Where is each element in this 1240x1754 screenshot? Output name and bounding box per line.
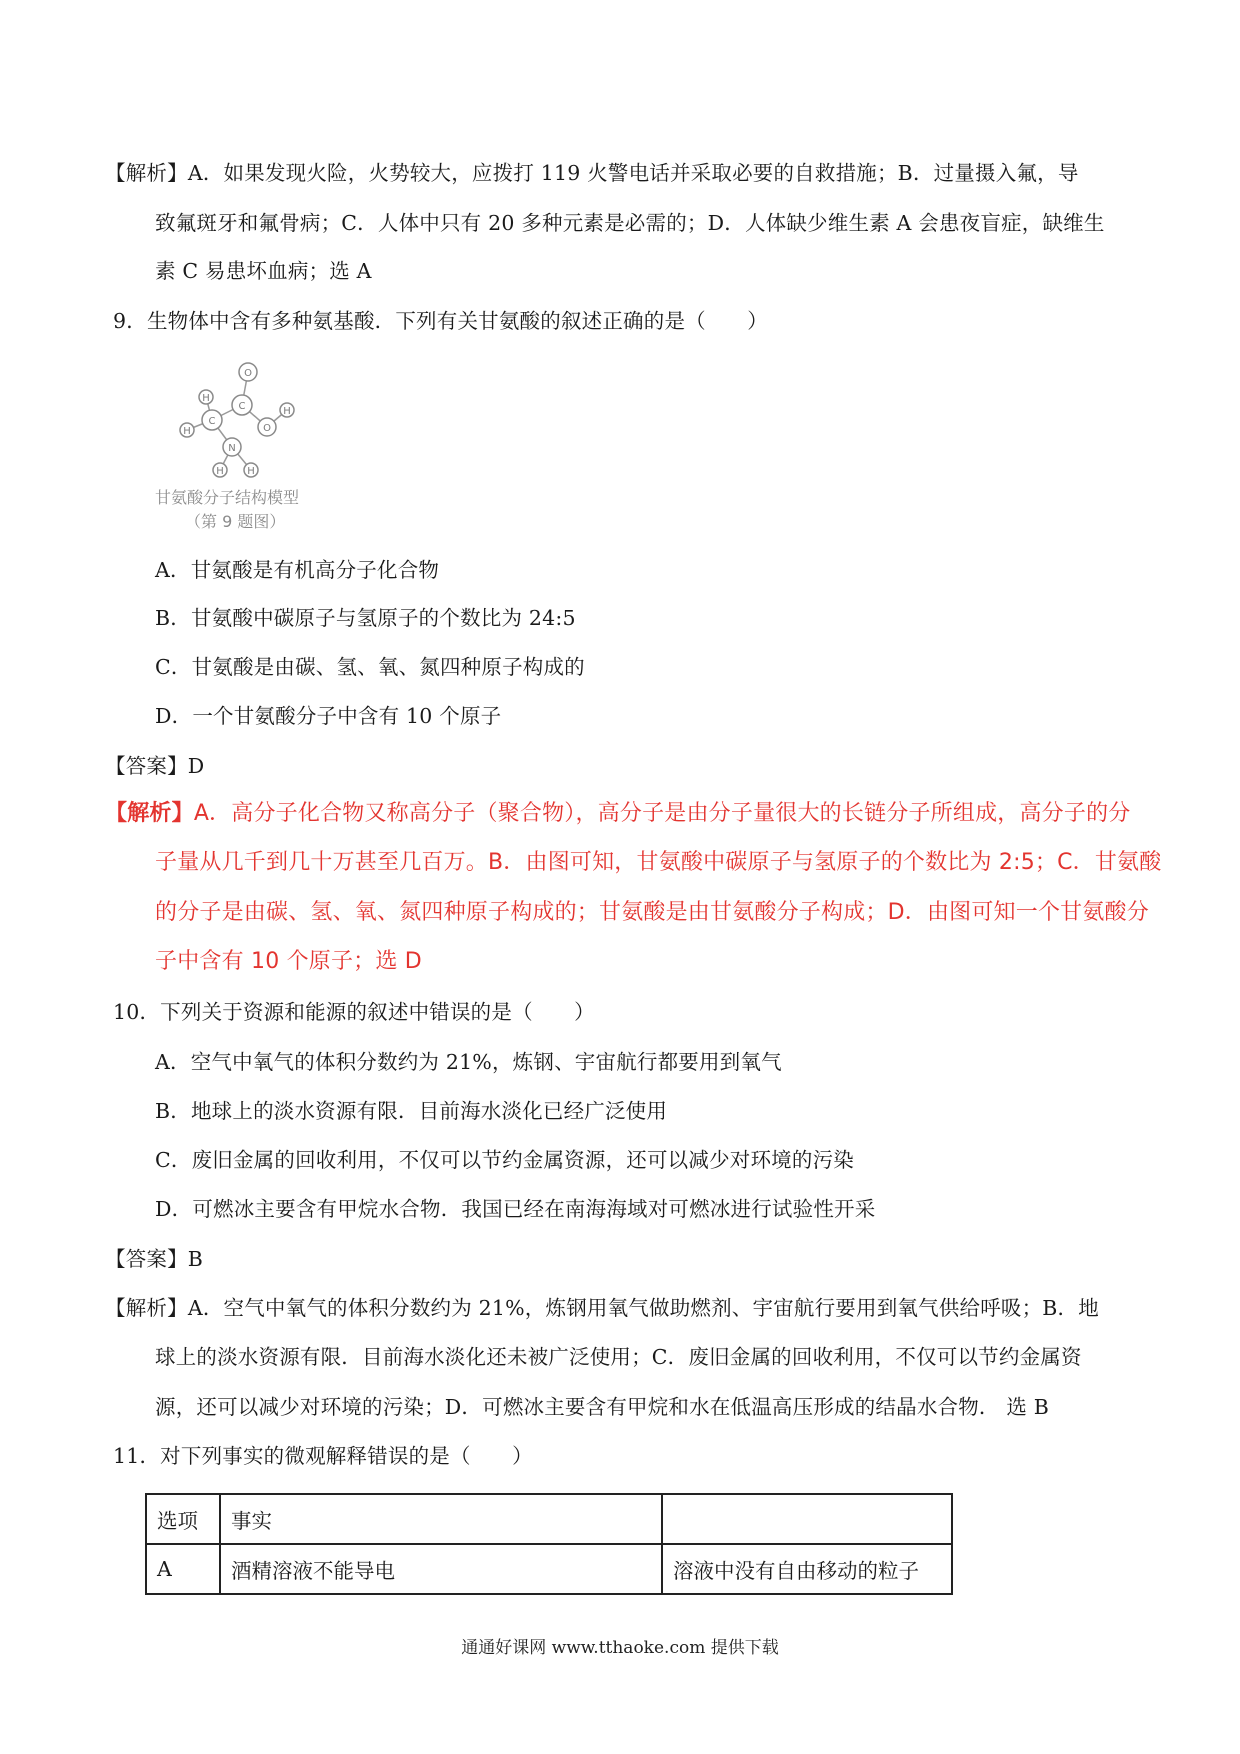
svg-text:O: O [244, 368, 252, 379]
q10-answer: 【答案】B [105, 1247, 204, 1271]
q9-answer: 【答案】D [105, 754, 205, 778]
glycine-model-diagram [150, 355, 350, 485]
question-10-stem: 10．下列关于资源和能源的叙述中错误的是（ ） [113, 1000, 595, 1024]
q10-analysis-line3: 源，还可以减少对环境的污染；D．可燃冰主要含有甲烷和水在低温高压形成的结晶水合物． 选 B [155, 1395, 1050, 1419]
analysis-text: A．如果发现火险，火势较大，应拨打 119 火警电话并采取必要的自救措施；B．过量摄入氟，导 [187, 161, 1079, 185]
q9-analysis-line3: 的分子是由碳、氢、氧、氮四种原子构成的；甘氨酸是由甘氨酸分子构成；D．由图可知一个甘氨酸分 [155, 900, 1149, 925]
table-header-cell: 选项 [146, 1494, 220, 1544]
svg-text:N: N [228, 443, 236, 454]
table-cell: 酒精溶液不能导电 [220, 1544, 662, 1594]
svg-text:H: H [216, 466, 224, 477]
analysis-text: A．空气中氧气的体积分数约为 21%，炼钢用氧气做助燃剂、宇宙航行要用到氧气供给呼吸；B．地 [187, 1296, 1099, 1320]
svg-text:H: H [202, 393, 210, 404]
table-header-cell [662, 1494, 952, 1544]
q10-option-c: C．废旧金属的回收利用，不仅可以节约金属资源，还可以减少对环境的污染 [155, 1148, 854, 1172]
svg-text:C: C [208, 416, 216, 427]
q9-option-b: B．甘氨酸中碳原子与氢原子的个数比为 24:5 [155, 606, 576, 630]
analysis-tag: 【解析】 [105, 1296, 188, 1320]
q10-option-b: B．地球上的淡水资源有限．目前海水淡化已经广泛使用 [155, 1099, 668, 1123]
svg-text:H: H [247, 466, 255, 477]
analysis8-line1 [105, 158, 1079, 188]
q9-option-a: A．甘氨酸是有机高分子化合物 [155, 558, 440, 582]
analysis8-line3: 素 C 易患坏血病；选 A [155, 259, 372, 283]
svg-text:H: H [183, 426, 191, 437]
analysis-tag: 【解析】 [105, 801, 194, 826]
analysis-tag: 【解析】 [105, 161, 188, 185]
page-footer: 通通好课网 www.tthaoke.com 提供下载 [461, 1638, 779, 1658]
q10-option-a: A．空气中氧气的体积分数约为 21%，炼钢、宇宙航行都要用到氧气 [155, 1050, 782, 1074]
svg-text:O: O [263, 423, 271, 434]
q9-option-c: C．甘氨酸是由碳、氢、氧、氮四种原子构成的 [155, 655, 585, 679]
q9-analysis-line4: 子中含有 10 个原子；选 D [155, 949, 422, 974]
table-header-row [146, 1494, 952, 1544]
analysis-text: A．高分子化合物又称高分子（聚合物），高分子是由分子量很大的长链分子所组成，高分子的分 [193, 801, 1131, 826]
q9-option-d: D．一个甘氨酸分子中含有 10 个原子 [155, 704, 502, 728]
question-9-stem: 9．生物体中含有多种氨基酸．下列有关甘氨酸的叙述正确的是（ ） [113, 309, 768, 333]
question-11-stem: 11．对下列事实的微观解释错误的是（ ） [113, 1444, 533, 1468]
table-header-cell: 事实 [220, 1494, 662, 1544]
q9-analysis-line2: 子量从几千到几十万甚至几百万。B．由图可知，甘氨酸中碳原子与氢原子的个数比为 2:5；C．甘氨酸 [155, 850, 1162, 875]
q11-table [145, 1493, 953, 1595]
svg-text:C: C [238, 401, 246, 412]
table-cell: 溶液中没有自由移动的粒子 [662, 1544, 952, 1594]
figure-subcaption: （第 9 题图） [185, 512, 286, 531]
table-row [146, 1544, 952, 1594]
q10-analysis-line1 [105, 1293, 1099, 1323]
q9-analysis-line1 [105, 799, 1130, 829]
q10-analysis-line2: 球上的淡水资源有限．目前海水淡化还未被广泛使用；C．废旧金属的回收利用，不仅可以节约金属资 [155, 1345, 1082, 1369]
analysis8-line2: 致氟斑牙和氟骨病；C．人体中只有 20 多种元素是必需的；D．人体缺少维生素 A 会患夜盲症，缺维生 [155, 211, 1105, 235]
svg-text:H: H [283, 406, 291, 417]
glycine-molecule-figure [150, 355, 350, 540]
q10-option-d: D．可燃冰主要含有甲烷水合物．我国已经在南海海域对可燃冰进行试验性开采 [155, 1197, 876, 1221]
figure-caption: 甘氨酸分子结构模型 [155, 488, 300, 507]
table-cell: A [146, 1544, 220, 1594]
